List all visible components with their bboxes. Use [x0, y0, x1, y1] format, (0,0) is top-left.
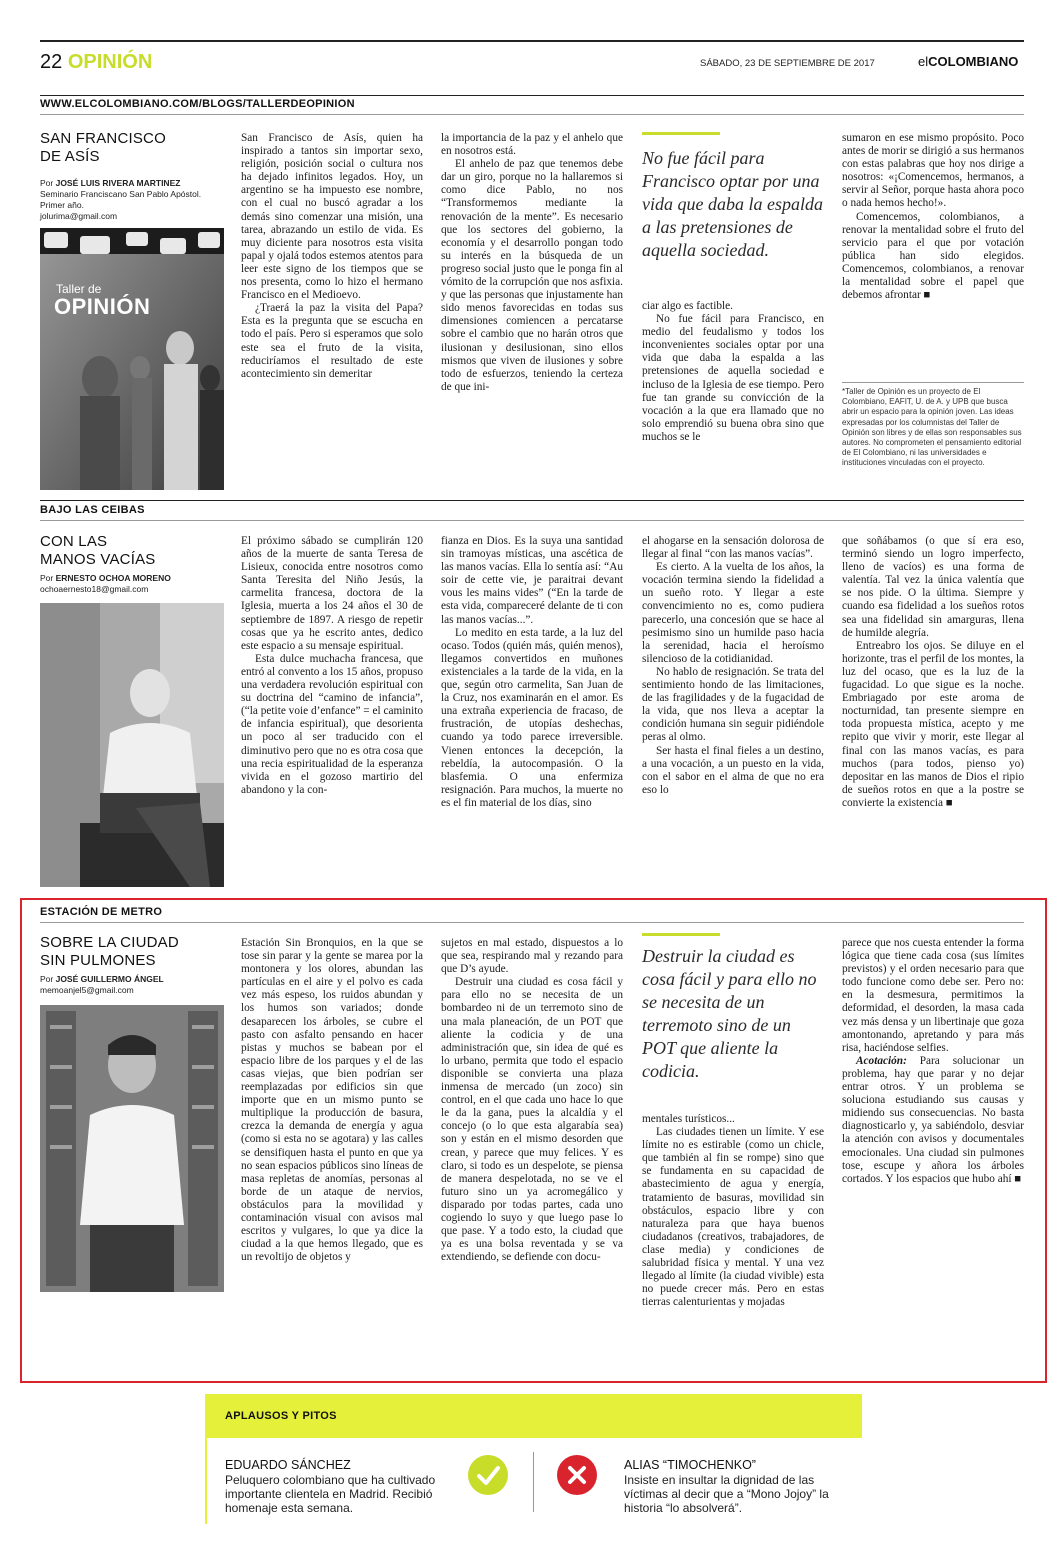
aplausos-divider [533, 1452, 534, 1512]
article1-email: jolurima@gmail.com [40, 211, 118, 221]
article2-column-1: El próximo sábado se cumplirán 120 años de la muerte de santa Teresa de Lisieux, conocida entre nosotros como Santa Teresita del Niño Jesús, la carmelita francesa, doctora de la Iglesia, muerta a los 24 años el 30 de septiembre de 1897. A riesgo de repetir cosas que ya he escrito antes, dedico este espacio a su mensaje espiritual. Esta dulce muchacha francesa, que entró al convento a los 15 años, propuso una verdadera revolución espiritual con su doctrina del “camino de infancia”, (“la petite voie d’enfance” = el caminito de infancia espiritual), que desorienta un poco al ser traducido con el diminutivo pero que no es otra cosa que una recia espiritualidad de la esperanza vivida en el gozoso martirio del abandono y la con- [241, 535, 423, 796]
article2-column-4: que soñábamos (o que sí era eso, terminó siendo un logro imperfecto, lleno de vacíos) es una forma de valentía. Tal vez la única valentía que se nos pide. O la última. Siempre y cuando esa fidelidad a los sueños rotos sea una fidelidad sin amarguras, llena de humilde alegría. Entreabro los ojos. Se diluye en el horizonte, tras el perfil de los montes, la luz del ocaso, que es la luz de la fugacidad. Lo que sigue es la noche. Embriagado por este aroma de nocturnidad, tan presente siempre en toda propuesta mística, acepto y me repito que vivir y morir, este llegar al final con las manos vacías, es para muchos (para todos, pienso yo) depositar en las manos de Dios el ripio de sueños rotos en que a la postre se convierte la existencia ■ [842, 535, 1024, 809]
brand-logo: elCOLOMBIANO [918, 54, 1019, 69]
article3-column-4: parece que nos cuesta entender la forma lógica que tiene cada cosa (sus límites previstos) y el orden necesario para que todo funcione como debe ser. Pero no: en la desmesura, permitimos la deformidad, el desorden, la masa cada vez más densa y un libertinaje que goza amontonando, apretando y para más risa, haciéndose selfies. Acotación: Para solucionar un problema, hay que parar y no dejar entrar otros. Y un problema se soluciona estudiando sus causas y midiendo sus consecuencias. No basta diagnosticarlo y, ya sabiéndolo, desviar la atención con avisos y documentales emocionales. Una ciudad sin pulmones tose, escupe y añora los árboles cortados. Y los espacios que hubo ahí ■ [842, 937, 1024, 1185]
article3-column-1: Estación Sin Bronquios, en la que se tose sin parar y la gente se marea por la montonera y los olores, abundan las partículas en el aire y el polvo es cada vez más espeso, los ruidos abundan y los humos son variados; donde desaparecen los árboles, se cubre el pasto con asfalto pensando en hacer pistas y muchos se babean por el espacio libre de los parques y el de las casas viejas, que bien podrían ser reemplazadas por edificios sin que importe que en un mismo punto se multiplique la producción de basura, crezca la demanda de energía y agua (como si esta no se agotara) y las calles se densifiquen hasta el punto en que ya no sean espacios públicos sino líneas de masa repletas de anomías, personas al borde de un ataque de nervios, obstáculos para la movilidad y contaminación visual con avisos mal escritos y vulgares, lo que ya dice la ciudad a la que hemos llegado, que es un revoltijo de objetos y [241, 937, 423, 1264]
taller-logo-line2: OPINIÓN [54, 294, 151, 319]
header-rule [40, 95, 1024, 96]
article1-column-1: San Francisco de Asís, quien ha inspirado a tantos sin importar sexo, religión, posición social o cultura nos ha dejado infinitos legados. Hoy, un argentino se ha impuesto ese nombre, con el cual no buscó agradar a los demás sino comenzar una misión, una tarea, abrazando un estilo de vida. Es muy diciente para nosotros esta visita papal y ojalá todos estemos atentos para leer este signo de los tiempos que se nos presenta, como lo hizo el hermano Francisco en el Medioevo. ¿Traerá la paz la visita del Papa? Esta es la pregunta que se escucha en todo el país. Pero si esperamos que solo este sea el fruto de la visita, reduciríamos el resultado de este acontecimiento sin demeritar [241, 132, 423, 380]
author-portrait [40, 603, 224, 887]
article1-disclaimer: *Taller de Opinión es un proyecto de El Colombiano, EAFIT, U. de A. y UPB que busca abrir un espacio para la opinión joven. Las ideas expresadas por los columnistas del Taller de Opinión son libres y de ellas son responsables sus autores. No comprometen el pensamiento editorial de El Colombiano, ni las universidades e instituciones vinculadas con el proyecto. [842, 387, 1022, 468]
article3-column-2: sujetos en mal estado, dispuestos a lo que sea, respirando mal y rezando para que D’s ayude. Destruir una ciudad es cosa fácil y para ello no se necesita de un bombardeo ni de un terremoto sino de una mala planeación, de un POT que aliente la codicia y de una administración que, sin idea de qué es lo urbano, permita que todo el espacio disponible se convierta una plaza inmensa de mercado (un zoco) sin control, en el que cada uno hace lo que le da la gana, pues la alcaldía y el concejo (o lo que esta algarabía sea) son y están en el mismo desorden que crean, y parece que muy felices. Y es claro, si todo es un despelote, se piensa de manera despelotada, no se ve el futuro sino un ya acromegálico y disparado por todas partes, cada uno cogiendo lo suyo y que luego pase lo que pase. Y a todo esto, la ciudad que ya es una bolsa reventada y se va extendiendo, se defiende con docu- [441, 937, 623, 1264]
article1-column-3: ciar algo es factible. No fue fácil para Francisco, en medio del feudalismo y todos los inconvenientes sociales optar por una vida que daba la espalda a las pretensiones de aquella sociedad e incluso de la Iglesia de ese tiempo. Pero fue tan grande su convicción de la vocación a la que era llamado que no solo emprendió su buena obra sino que muchos se le [642, 300, 824, 443]
page-number: 22 [40, 51, 63, 73]
article1-pull-quote: No fue fácil para Francisco optar por una vida que daba la espalda a las pretensiones de aquella sociedad. [642, 148, 823, 260]
article3-byline: Por JOSÉ GUILLERMO ÁNGEL memoanjel5@gmail.com [40, 974, 230, 996]
pito-text: Insiste en insultar la dignidad de las víctimas al decir que a “Mono Jojoy” la historia “lo absolverá”. [624, 1473, 829, 1515]
article2-byline: Por ERNESTO OCHOA MORENO ochoaernesto18@gmail.com [40, 573, 230, 595]
aplausos-left-accent [205, 1394, 207, 1524]
article3-column-3: mentales turísticos... Las ciudades tienen un límite. Y ese límite no es estirable (como un chicle, que también al fin se rompe) sino que se fundamenta en su capacidad de abastecimiento de agua y energía, tratamiento de basuras, movilidad sin obstáculos, espacio libre y con naturaleza para que haya buenos ciudadanos (creativos, trabajadores, de clase media) y condiciones de salubridad física y mental. Y una vez llegado al límite (la ciudad vivible) esta no puede crecer más. Pero en estas tierras calenturientas y mojadas [642, 1113, 824, 1309]
top-rule [40, 40, 1024, 42]
article2-title: CON LAS MANOS VACÍAS [40, 533, 156, 568]
article2-section-label: BAJO LAS CEIBAS [40, 504, 145, 516]
ernesto-ochoa-photo [40, 603, 224, 887]
jose-guillermo-angel-photo [40, 1005, 224, 1292]
article1-quote-accent [642, 132, 720, 135]
article3-rule [40, 922, 1024, 923]
aplauso-name: EDUARDO SÁNCHEZ [225, 1458, 351, 1472]
article2-top-rule [40, 500, 1024, 501]
taller-logo-line1: Taller de [56, 282, 102, 296]
aplausos-label: APLAUSOS Y PITOS [225, 1410, 337, 1422]
article1-note-rule [842, 382, 1024, 383]
issue-date: SÁBADO, 23 DE SEPTIEMBRE DE 2017 [700, 58, 875, 69]
page-header [40, 50, 152, 74]
check-icon [468, 1455, 508, 1495]
article1-column-4: sumaron en ese mismo propósito. Poco antes de morir se dirigió a sus hermanos con estas palabras que hoy nos dirige a nosotros: «¡Comencemos, hermanos, a servir al Señor, porque hasta ahora poco o nada hemos hecho!». Comencemos, colombianos, a renovar la mentalidad sobre el fruto del servicio para el que por votación pública han sido elegidos. Comencemos, colombianos, a renovar la mentalidad sobre el papel que debemos afrontar ■ [842, 132, 1024, 302]
article3-pull-quote: Destruir la ciudad es cosa fácil y para ello no se necesita de un terremoto sino de un POT que aliente la codicia. [642, 946, 817, 1081]
aplauso-text: Peluquero colombiano que ha cultivado importante clientela en Madrid. Recibió homenaje esta semana. [225, 1473, 436, 1515]
article3-quote-accent [642, 933, 720, 936]
article3-email: memoanjel5@gmail.com [40, 985, 134, 995]
article1-affiliation: Seminario Franciscano San Pablo Apóstol. Primer año. [40, 189, 202, 210]
article2-rule [40, 520, 1024, 521]
article3-title: SOBRE LA CIUDAD SIN PULMONES [40, 934, 179, 969]
article2-email: ochoaernesto18@gmail.com [40, 584, 149, 594]
pito-name: ALIAS “TIMOCHENKO” [624, 1458, 756, 1472]
article3-section-label: ESTACIÓN DE METRO [40, 906, 163, 918]
article1-column-2: la importancia de la paz y el anhelo que en nosotros está. El anhelo de paz que tenemos debe dar un giro, porque no la hallaremos si como dice Pablo, no nos “Transformemos mediante la renovación de la mente”. Es necesario que los sectores del gobierno, la economía y el desarrollo pongan todo su interés en la búsqueda de un progreso social justo que le ponga fin al vómito de la corrupción que nos asfixia. y que las personas que injustamente han sido menos favorecidas en todas sus dimensiones comiencen a percatarse sobre el cambio que no harán otros que ilusionan y desilusionan, sino ellos mismos que viven de ilusiones y sobre todo de esfuerzos, teniendo la certeza de que ini- [441, 132, 623, 393]
article2-column-2: fianza en Dios. Es la suya una santidad sin tramoyas místicas, una ascética de las manos vacías. Ella lo sentía así: “Au soir de cette vie, je paraitrai devant vous les mains vides” (“En la tarde de esta vida, compareceré delante de ti con las manos vacías...”. Lo medito en esta tarde, a la luz del ocaso. Todos (quién más, quién menos), llegamos convertidos en muñones existenciales a la tarde de la vida, en la que, según otro carmelita, San Juan de la Cruz, nos examinarán en el amor. Es una extraña experiencia de fracaso, de frustración, de utopías deshechas, cuando ya todo parece irreversible. Vienen entonces la decepción, la rebeldía, la autocompasión. O la blasfemia. O una enfermiza resignación. Para muchos, la muerte no es el fin material de los días, sino [441, 535, 623, 809]
taller-photo-image [40, 228, 224, 490]
x-icon [557, 1455, 597, 1495]
acotacion-paragraph: Acotación: Para solucionar un problema, hay que parar y no dejar entrar otros. Y un problema se soluciona estudiando sus causas y midiendo sus consecuencias. No basta diagnosticarlo y, ya sabiéndolo, desviar la atención con avisos y documentales emocionales. Una ciudad sin pulmones tose, escupe y añora los árboles cortados. Y los espacios que hubo ahí ■ [842, 1054, 1024, 1185]
author-portrait [40, 1005, 224, 1292]
taller-opinion-photo [40, 228, 224, 490]
article1-section-label: WWW.ELCOLOMBIANO.COM/BLOGS/TALLERDEOPINION [40, 98, 355, 110]
article1-byline: Por JOSÉ LUIS RIVERA MARTINEZ Seminario Franciscano San Pablo Apóstol. Primer año. jolurima@gmail.com [40, 178, 220, 222]
article1-rule [40, 114, 1024, 115]
article1-title: SAN FRANCISCO DE ASÍS [40, 130, 166, 165]
article2-column-3: el ahogarse en la sensación dolorosa de llegar al final “con las manos vacías”. Es cierto. A la vuelta de los años, la vocación termina siendo la fidelidad a un sueño roto. Y llegar a este convencimiento no es, como pudiera parecerlo, una concesión que se hace al pesimismo sino un humilde paso hacia la serenidad, hacia el heroísmo silencioso de la cotidianidad. No hablo de resignación. Se trata del sentimiento hondo de las limitaciones, de las fragilidades y de la fugacidad de la vida, que nos lleva a aceptar la condición humana sin seguir pidiéndole peras al olmo. Ser hasta el final fieles a un destino, a una vocación, a un puesto en la vida, con el sabor en el alma de que no era eso lo [642, 535, 824, 796]
section-name: OPINIÓN [67, 51, 153, 73]
